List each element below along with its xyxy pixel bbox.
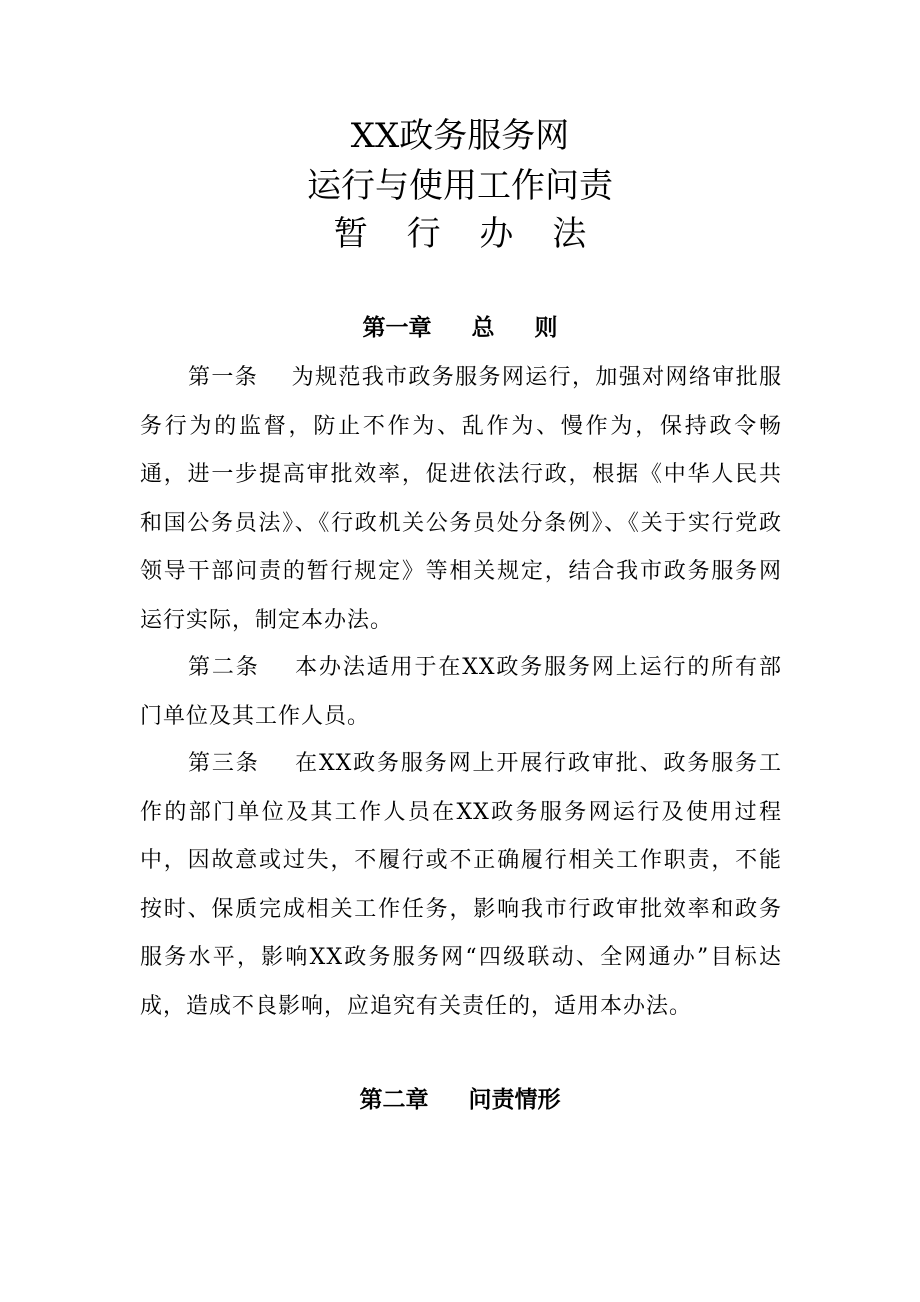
article-2-label: 第二条 <box>188 655 260 680</box>
article-2 <box>140 644 782 741</box>
article-3-text: 在XX政务服务网上开展行政审批、政务服务工作的部门单位及其工作人员在XX政务服务网运行及使用过程中，因故意或过失，不履行或不正确履行相关工作职责，不能按时、保质完成相关工作任务，影响我市行政审批效率和政务服务水平，影响XX政务服务网“四级联动、全网通办”目标达成，造成不良影响，应追究有关责任的，适用本办法。 <box>140 751 782 1019</box>
article-3-label: 第三条 <box>188 751 260 776</box>
document-title-line-2: 运行与使用工作问责 <box>307 166 613 206</box>
article-3 <box>140 740 782 1031</box>
article-2-text: 本办法适用于在XX政务服务网上运行的所有部门单位及其工作人员。 <box>140 655 782 729</box>
article-1-label: 第一条 <box>188 365 259 390</box>
article-1-text: 为规范我市政务服务网运行，加强对网络审批服务行为的监督，防止不作为、乱作为、慢作为，保持政令畅通，进一步提高审批效率，促进依法行政，根据《中华人民共和国公务员法》、《行政机关公务员处分条例》、《关于实行党政领导干部问责的暂行规定》等相关规定，结合我市政务服务网运行实际，制定本办法。 <box>140 365 782 633</box>
article-1 <box>140 354 782 645</box>
document-title-line-3: 暂 行 办 法 <box>333 214 601 254</box>
chapter-2-heading: 第二章 问责情形 <box>359 1087 561 1113</box>
document-title-line-1: XX政务服务网 <box>350 116 570 156</box>
chapter-1-heading: 第一章 总 则 <box>362 315 558 341</box>
